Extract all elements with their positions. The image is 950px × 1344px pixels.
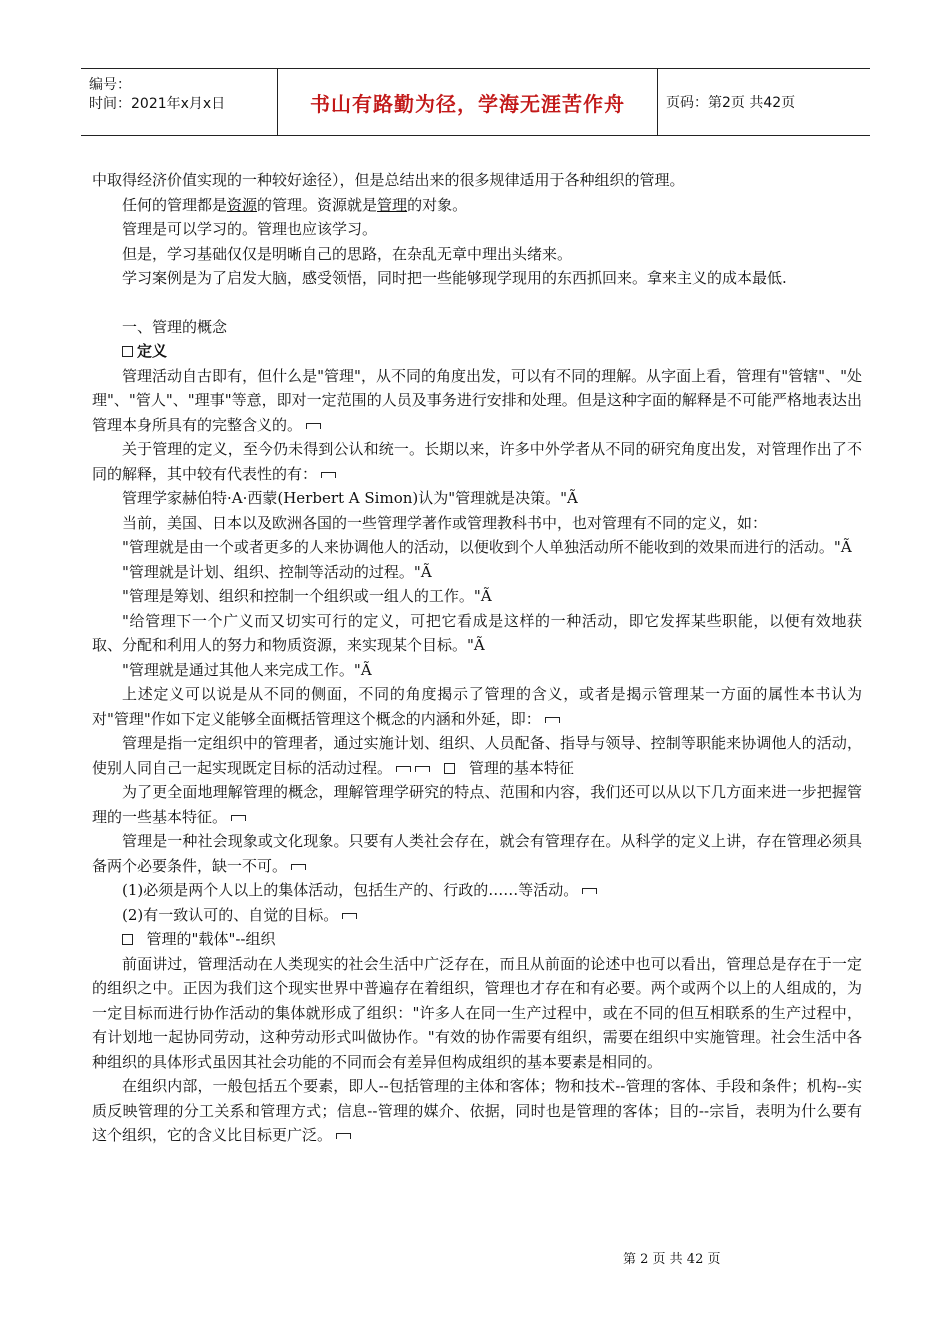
section-heading: 一、管理的概念 [122, 317, 228, 336]
document-body [92, 168, 862, 1148]
paragraph-text: 上述定义可以说是从不同的侧面，不同的角度揭示了管理的含义，或者是揭示管理某一方面的属性本书认为对"管理"作如下定义能够全面概括管理这个概念的内涵和外延，即： [92, 685, 862, 728]
page-header [81, 68, 870, 136]
paragraph [92, 829, 862, 878]
note-mark-icon [396, 766, 411, 772]
header-motto: 书山有路勤为径，学海无涯苦作舟 [278, 69, 658, 135]
paragraph-text: 任何的管理都是 [122, 195, 228, 214]
paragraph: 学习案例是为了启发大脑，感受领悟，同时把一些能够现学现用的东西抓回来。拿来主义的成本最低. [122, 269, 787, 287]
paragraph-text: 管理学家赫伯特·A·西蒙(Herbert A Simon)认为"管理就是决策。" [122, 489, 568, 507]
subsection-heading [92, 339, 862, 364]
underlined-term: 资源 [227, 195, 258, 214]
note-mark-icon [342, 913, 357, 919]
paragraph: 前面讲过，管理活动在人类现实的社会生活中广泛存在，而且从前面的论述中也可以看出，管理总是存在于一定的组织之中。正因为我们这个现实世界中普遍存在着组织，管理也才存在和有必要。两个或两个以上的人组成的，为一定目标而进行协作活动的集体就形成了组织："许多人在同一生产过程中，或在不同的但互相联系的生产过程中，有计划地一起协同劳动，这种劳动形式叫做协作。"有效的协作需要有组织，需要在组织中实施管理。社会生活中各种组织的具体形式虽因其社会功能的不同而会有差异但构成组织的基本要素是相同的。 [92, 954, 862, 1071]
paragraph [92, 1074, 862, 1148]
paragraph [92, 682, 862, 731]
subsection-heading-text: 管理的"载体"--组织 [146, 930, 276, 948]
paragraph-text: 关于管理的定义，至今仍未得到公认和统一。长期以来，许多中外学者从不同的研究角度出发，对管理作出了不同的解释，其中较有代表性的有： [92, 440, 862, 483]
document-number-label: 编号： [89, 77, 131, 93]
header-info-cell [81, 69, 278, 135]
paragraph [92, 364, 862, 438]
paragraph [92, 486, 862, 511]
paragraph [92, 584, 862, 609]
footnote-glyph: Ã [840, 538, 852, 556]
paragraph-text: 的对象。 [407, 195, 468, 214]
header-page-info: 页码：第2页 共42页 [666, 95, 796, 111]
note-mark-icon [231, 815, 246, 821]
paragraph [92, 168, 862, 193]
note-mark-icon [306, 423, 321, 429]
paragraph [92, 535, 862, 560]
paragraph [92, 731, 862, 780]
checkbox-bullet-icon [122, 934, 133, 945]
paragraph [92, 658, 862, 683]
note-mark-icon [545, 717, 560, 723]
subsection-heading [92, 927, 862, 952]
paragraph-text: 管理活动自古即有，但什么是"管理"，从不同的角度出发，可以有不同的理解。从字面上看，管理有"管辖"、"处理"、"管人"、"理事"等意，即对一定范围的人员及事务进行安排和处理。但是这种字面的解释是不可能严格地表达出管理本身所具有的完整含义的。 [92, 366, 862, 434]
list-item [92, 903, 862, 928]
page-footer: 第 2 页 共 42 页 [623, 1252, 721, 1267]
paragraph [92, 437, 862, 486]
checkbox-bullet-icon [444, 763, 455, 774]
checkbox-bullet-icon [122, 346, 133, 357]
note-mark-icon [321, 472, 336, 478]
paragraph-text: "管理就是计划、组织、控制等活动的过程。" [122, 562, 421, 581]
blank-line [92, 291, 862, 315]
paragraph [92, 560, 862, 585]
underlined-term: 管理 [377, 195, 408, 214]
paragraph-text: "管理就是通过其他人来完成工作。" [122, 660, 361, 679]
note-mark-icon [415, 766, 430, 772]
footnote-glyph: Ã [567, 489, 578, 507]
paragraph: 管理是可以学习的。管理也应该学习。 [122, 220, 378, 238]
document-date-label: 时间：2021年x月x日 [89, 96, 226, 112]
paragraph-text: 中取得经济价值实现的一种较好途径），但是总结出来的很多规律适用于各种组织的管理。 [92, 171, 685, 189]
paragraph-text: "管理就是由一个或者更多的人来协调他人的活动，以便收到个人单独活动所不能收到的效果而进行的活动。" [122, 538, 841, 556]
footnote-glyph: Ã [360, 660, 372, 679]
list-item-text: (1)必须是两个人以上的集体活动，包括生产的、行政的……等活动。 [122, 881, 579, 899]
note-mark-icon [582, 888, 597, 894]
paragraph: 当前，美国、日本以及欧洲各国的一些管理学著作或管理教科书中，也对管理有不同的定义，如： [122, 513, 768, 532]
list-item-text: (2)有一致认可的、自觉的目标。 [122, 905, 339, 924]
footnote-glyph: Ã [473, 636, 485, 654]
paragraph-text: 的管理。资源就是 [257, 195, 378, 214]
footnote-glyph: Ã [480, 587, 492, 605]
paragraph-text: 管理是一种社会现象或文化现象。只要有人类社会存在，就会有管理存在。从科学的定义上讲，存在管理必须具备两个必要条件，缺一不可。 [92, 832, 862, 875]
paragraph-text: 为了更全面地理解管理的概念，理解管理学研究的特点、范围和内容，我们还可以从以下几方面来进一步把握管理的一些基本特征。 [92, 783, 862, 826]
note-mark-icon [336, 1133, 351, 1139]
paragraph [92, 780, 862, 829]
subsection-heading-text: 管理的基本特征 [468, 758, 574, 777]
paragraph [92, 609, 862, 658]
footnote-glyph: Ã [420, 562, 432, 581]
note-mark-icon [291, 864, 306, 870]
paragraph-text: 在组织内部，一般包括五个要素，即人--包括管理的主体和客体；物和技术--管理的客体、手段和条件；机构--实质反映管理的分工关系和管理方式；信息--管理的媒介、依据，同时也是管理的客体；目的--宗旨，表明为什么要有这个组织，它的含义比目标更广泛。 [92, 1077, 862, 1144]
list-item [92, 878, 862, 903]
paragraph-text: "给管理下一个广义而又切实可行的定义，可把它看成是这样的一种活动，即它发挥某些职能，以便有效地获取、分配和利用人的努力和物质资源，来实现某个目标。" [92, 611, 862, 654]
paragraph-text: "管理是筹划、组织和控制一个组织或一组人的工作。" [122, 587, 481, 605]
paragraph-text: 管理是指一定组织中的管理者，通过实施计划、组织、人员配备、指导与领导、控制等职能来协调他人的活动，使别人同自己一起实现既定目标的活动过程。 [92, 734, 862, 777]
paragraph: 但是，学习基础仅仅是明晰自己的思路，在杂乱无章中理出头绪来。 [122, 244, 573, 263]
subsection-heading-text: 定义 [137, 342, 168, 360]
paragraph [92, 193, 862, 218]
